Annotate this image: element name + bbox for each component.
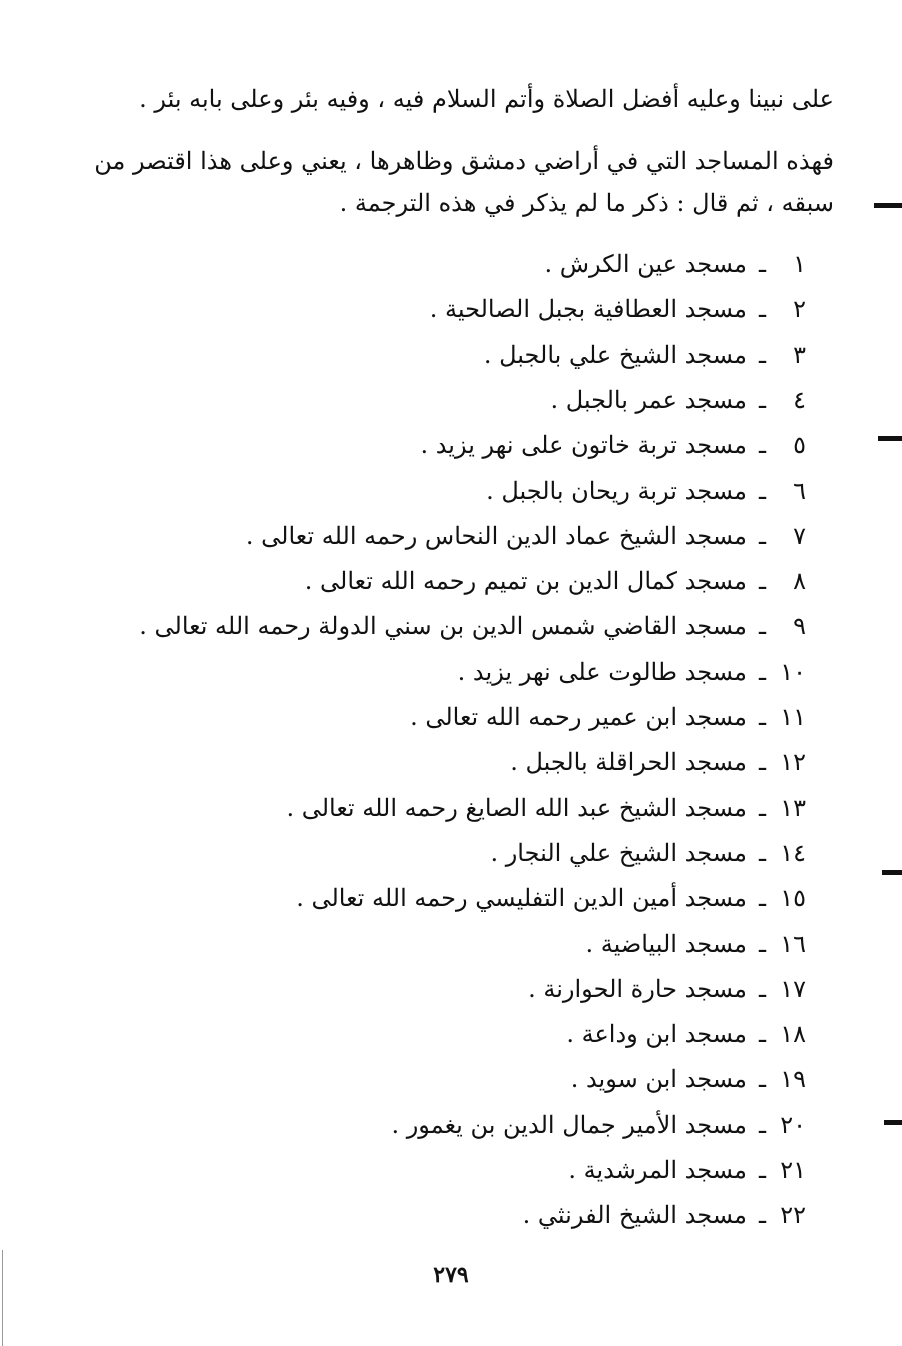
item-text: مسجد الشيخ علي النجار . bbox=[490, 839, 747, 867]
item-number: ٤ bbox=[793, 386, 806, 414]
list-item bbox=[458, 657, 806, 687]
paragraph-line-1: فهذه المساجد التي في أراضي دمشق وظاهرها ، يعني وعلى هذا اقتصر من bbox=[94, 147, 834, 175]
item-number: ٢ bbox=[793, 295, 806, 323]
list-item bbox=[568, 1155, 806, 1185]
list-item bbox=[305, 566, 806, 596]
list-item bbox=[510, 747, 806, 777]
item-dash: ـ bbox=[758, 477, 766, 505]
item-text: مسجد حارة الحوارنة . bbox=[528, 975, 747, 1003]
item-dash: ـ bbox=[758, 386, 766, 414]
list-item bbox=[523, 1200, 806, 1230]
item-dash: ـ bbox=[758, 1111, 766, 1139]
item-dash: ـ bbox=[758, 295, 766, 323]
item-number: ١٨ bbox=[780, 1020, 806, 1048]
item-text: مسجد تربة ريحان بالجبل . bbox=[486, 477, 747, 505]
item-number: ١٣ bbox=[780, 794, 806, 822]
item-text: مسجد الشيخ عبد الله الصايغ رحمه الله تعالى . bbox=[286, 794, 747, 822]
item-number: ٢٢ bbox=[780, 1201, 806, 1229]
item-dash: ـ bbox=[758, 1065, 766, 1093]
item-text: مسجد ابن سويد . bbox=[570, 1065, 747, 1093]
item-text: مسجد عين الكرش . bbox=[544, 250, 747, 278]
item-dash: ـ bbox=[758, 522, 766, 550]
item-dash: ـ bbox=[758, 1020, 766, 1048]
item-dash: ـ bbox=[758, 567, 766, 595]
item-number: ١٦ bbox=[780, 930, 806, 958]
item-text: مسجد البياضية . bbox=[585, 930, 747, 958]
item-number: ١٠ bbox=[780, 658, 806, 686]
item-text: مسجد المرشدية . bbox=[568, 1156, 747, 1184]
item-text: مسجد ابن عمير رحمه الله تعالى . bbox=[410, 703, 747, 731]
item-text: مسجد القاضي شمس الدين بن سني الدولة رحمه الله تعالى . bbox=[139, 612, 747, 640]
list-item bbox=[571, 1064, 806, 1094]
list-item bbox=[246, 521, 806, 551]
item-dash: ـ bbox=[758, 794, 766, 822]
item-text: مسجد كمال الدين بن تميم رحمه الله تعالى . bbox=[304, 567, 747, 595]
list-item bbox=[286, 793, 806, 823]
item-number: ٣ bbox=[793, 341, 806, 369]
list-item bbox=[296, 883, 806, 913]
item-dash: ـ bbox=[758, 839, 766, 867]
item-dash: ـ bbox=[758, 748, 766, 776]
item-number: ٢١ bbox=[780, 1156, 806, 1184]
item-number: ٢٠ bbox=[780, 1111, 806, 1139]
item-text: مسجد الشيخ علي بالجبل . bbox=[483, 341, 747, 369]
item-number: ١٤ bbox=[780, 839, 806, 867]
item-text: مسجد الأمير جمال الدين بن يغمور . bbox=[391, 1111, 747, 1139]
item-text: مسجد عمر بالجبل . bbox=[550, 386, 747, 414]
item-text: مسجد الشيخ عماد الدين النحاس رحمه الله تعالى . bbox=[245, 522, 747, 550]
item-dash: ـ bbox=[758, 703, 766, 731]
list-item bbox=[585, 929, 806, 959]
item-text: مسجد الشيخ الفرنثي . bbox=[522, 1201, 747, 1229]
item-number: ٩ bbox=[793, 612, 806, 640]
item-number: ١٩ bbox=[780, 1065, 806, 1093]
item-number: ١٢ bbox=[780, 748, 806, 776]
item-number: ٧ bbox=[793, 522, 806, 550]
page-number: ٢٧٩ bbox=[433, 1262, 469, 1288]
item-dash: ـ bbox=[758, 341, 766, 369]
list-item bbox=[139, 611, 806, 641]
list-item bbox=[490, 838, 806, 868]
item-dash: ـ bbox=[758, 1201, 766, 1229]
list-item bbox=[484, 340, 806, 370]
list-item bbox=[486, 476, 806, 506]
list-item bbox=[430, 294, 806, 324]
item-text: مسجد ابن وداعة . bbox=[566, 1020, 747, 1048]
item-text: مسجد الحراقلة بالجبل . bbox=[510, 748, 747, 776]
margin-mark bbox=[878, 436, 902, 441]
paragraph-line-2: سبقه ، ثم قال : ذكر ما لم يذكر في هذه الترجمة . bbox=[339, 189, 834, 217]
list-item bbox=[544, 249, 806, 279]
item-number: ١٧ bbox=[780, 975, 806, 1003]
intro-line-1: على نبينا وعليه أفضل الصلاة وأتم السلام فيه ، وفيه بئر وعلى بابه بئر . bbox=[139, 85, 834, 113]
item-dash: ـ bbox=[758, 658, 766, 686]
item-number: ١٥ bbox=[780, 884, 806, 912]
item-number: ٥ bbox=[793, 431, 806, 459]
item-dash: ـ bbox=[758, 884, 766, 912]
item-dash: ـ bbox=[758, 431, 766, 459]
item-dash: ـ bbox=[758, 975, 766, 1003]
list-item bbox=[528, 974, 806, 1004]
page-edge bbox=[2, 1250, 3, 1346]
list-item bbox=[550, 385, 806, 415]
item-dash: ـ bbox=[758, 930, 766, 958]
item-number: ١ bbox=[793, 250, 806, 278]
list-item bbox=[391, 1110, 806, 1140]
margin-mark bbox=[882, 870, 902, 875]
item-text: مسجد أمين الدين التفليسي رحمه الله تعالى . bbox=[296, 884, 747, 912]
item-number: ١١ bbox=[780, 703, 806, 731]
item-number: ٨ bbox=[793, 567, 806, 595]
list-item bbox=[420, 430, 806, 460]
item-number: ٦ bbox=[793, 477, 806, 505]
item-dash: ـ bbox=[758, 250, 766, 278]
item-text: مسجد العطافية بجبل الصالحية . bbox=[429, 295, 747, 323]
item-dash: ـ bbox=[758, 612, 766, 640]
margin-mark bbox=[884, 1120, 902, 1125]
item-text: مسجد تربة خاتون على نهر يزيد . bbox=[420, 431, 747, 459]
list-item bbox=[410, 702, 806, 732]
item-dash: ـ bbox=[758, 1156, 766, 1184]
list-item bbox=[566, 1019, 806, 1049]
margin-mark bbox=[874, 203, 902, 208]
item-text: مسجد طالوت على نهر يزيد . bbox=[457, 658, 747, 686]
